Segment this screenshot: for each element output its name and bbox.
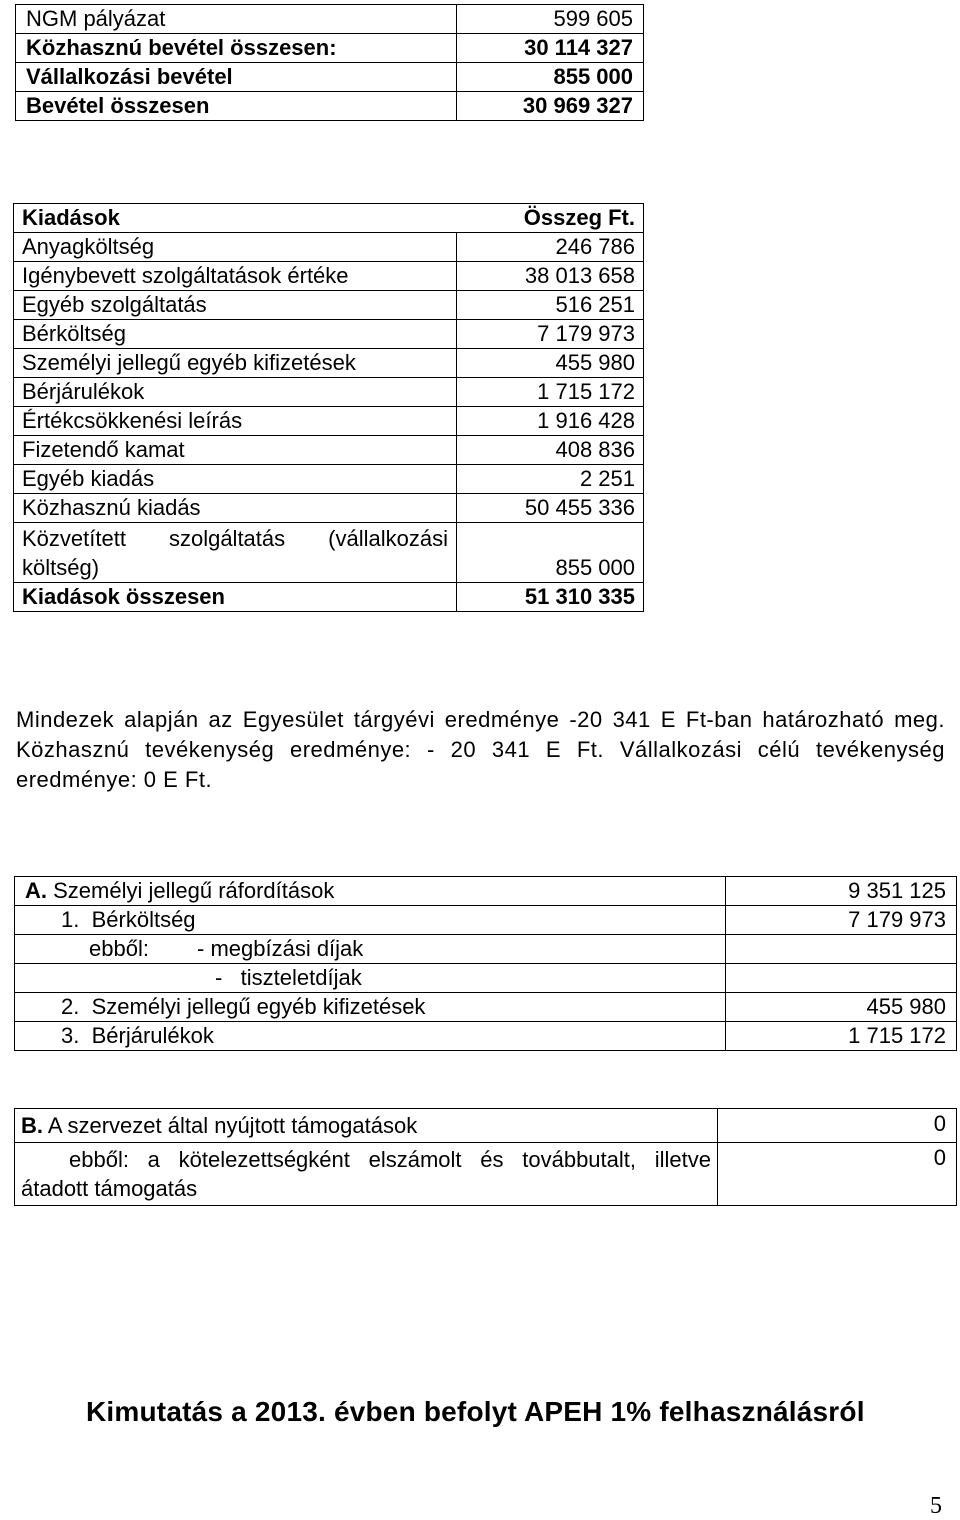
table-a-sub-label: [15, 935, 726, 964]
table-a-row-label: [15, 906, 726, 935]
expense-label: Személyi jellegű egyéb kifizetések: [14, 349, 457, 378]
table-row: [14, 494, 644, 523]
table-a-row-value: 1 715 172: [726, 1022, 957, 1051]
table-row: [14, 436, 644, 465]
expenses-header-value: Összeg Ft.: [457, 204, 644, 233]
expense-value: 855 000: [457, 523, 644, 583]
table-row: [15, 877, 957, 906]
income-value: 30 114 327: [457, 34, 644, 63]
table-row: [14, 378, 644, 407]
table-b-prefix: B.: [21, 1113, 43, 1138]
expense-label: Igénybevett szolgáltatások értéke: [14, 262, 457, 291]
expense-label: Egyéb szolgáltatás: [14, 291, 457, 320]
table-b-title-value: 0: [718, 1109, 957, 1143]
income-value: 30 969 327: [457, 92, 644, 121]
expenses-table: [13, 203, 644, 612]
income-table: [15, 4, 644, 121]
income-row: [16, 63, 644, 92]
supports-table: [14, 1108, 957, 1206]
expense-value: 1 916 428: [457, 407, 644, 436]
table-a-title-value: 9 351 125: [726, 877, 957, 906]
expense-label-line: költség): [22, 555, 100, 580]
expense-value: 1 715 172: [457, 378, 644, 407]
summary-paragraph: Mindezek alapján az Egyesület tárgyévi eredménye -20 341 E Ft-ban határozható meg. Közhasznú tevékenység eredménye: - 20 341 E Ft. Vállalkozási célú tevékenység eredménye: 0 E Ft.: [16, 707, 945, 792]
row-number: 3.: [61, 1023, 80, 1048]
table-b-title: [15, 1109, 718, 1143]
table-row: [15, 1143, 957, 1206]
row-label: Bérköltség: [91, 907, 196, 932]
table-a-sub-label: [15, 964, 726, 993]
table-row: [15, 906, 957, 935]
table-a-sub-value: [726, 964, 957, 993]
table-b-sub-value: 0: [718, 1143, 957, 1206]
income-row: [16, 92, 644, 121]
table-row: [15, 964, 957, 993]
income-value: 855 000: [457, 63, 644, 92]
personnel-costs-table: [14, 876, 957, 1051]
expenses-header-label: Kiadások: [14, 204, 457, 233]
section-heading: Kimutatás a 2013. évben befolyt APEH 1% felhasználásról: [86, 1396, 865, 1427]
table-a-row-value: 7 179 973: [726, 906, 957, 935]
expense-label: Közhasznú kiadás: [14, 494, 457, 523]
page-number: 5: [930, 1493, 942, 1519]
row-label: Személyi jellegű egyéb kifizetések: [91, 994, 426, 1019]
expense-label: Anyagköltség: [14, 233, 457, 262]
expense-value: 50 455 336: [457, 494, 644, 523]
income-label: Közhasznú bevétel összesen:: [16, 34, 457, 63]
table-a-row-label: [15, 1022, 726, 1051]
table-a-row-label: [15, 993, 726, 1022]
table-a-title: [15, 877, 726, 906]
table-a-sub-value: [726, 935, 957, 964]
income-row: [16, 5, 644, 34]
sub-label: - tiszteletdíjak: [215, 965, 362, 990]
expense-label-mediated: [14, 523, 457, 583]
sub-label: - megbízási díjak: [197, 936, 364, 961]
expense-label: Fizetendő kamat: [14, 436, 457, 465]
table-b-sub-line: átadott támogatás: [21, 1176, 198, 1201]
income-label: NGM pályázat: [16, 5, 457, 34]
sub-prefix: ebből:: [89, 936, 149, 961]
expense-value: 2 251: [457, 465, 644, 494]
income-label: Bevétel összesen: [16, 92, 457, 121]
expense-label: Bérköltség: [14, 320, 457, 349]
income-row: [16, 34, 644, 63]
table-row: [14, 233, 644, 262]
row-number: 2.: [61, 994, 80, 1019]
table-row: [14, 407, 644, 436]
table-row: [15, 1109, 957, 1143]
table-row: [14, 349, 644, 378]
expense-value: 38 013 658: [457, 262, 644, 291]
table-row: [14, 262, 644, 291]
expense-label: Értékcsökkenési leírás: [14, 407, 457, 436]
table-row: [14, 320, 644, 349]
expense-label-line: Közvetített szolgáltatás (vállalkozási: [22, 526, 448, 551]
expenses-header-row: [14, 204, 644, 233]
table-b-sub-line: ebből: a kötelezettségként elszámolt és továbbutalt, illetve: [69, 1147, 711, 1172]
expense-label: Bérjárulékok: [14, 378, 457, 407]
row-label: Bérjárulékok: [91, 1023, 214, 1048]
table-a-title-label: Személyi jellegű ráfordítások: [53, 878, 335, 903]
table-row: [14, 465, 644, 494]
table-a-prefix: A.: [25, 878, 47, 903]
expense-value: 246 786: [457, 233, 644, 262]
table-row: [14, 291, 644, 320]
income-value: 599 605: [457, 5, 644, 34]
expenses-total-value: 51 310 335: [457, 583, 644, 612]
income-label: Vállalkozási bevétel: [16, 63, 457, 92]
table-row: [14, 523, 644, 583]
expense-value: 7 179 973: [457, 320, 644, 349]
row-number: 1.: [61, 907, 80, 932]
expense-value: 408 836: [457, 436, 644, 465]
expense-value: 516 251: [457, 291, 644, 320]
table-b-sub-label: [15, 1143, 718, 1206]
expenses-total-row: [14, 583, 644, 612]
table-row: [15, 993, 957, 1022]
expenses-total-label: Kiadások összesen: [14, 583, 457, 612]
table-row: [15, 1022, 957, 1051]
expense-value: 455 980: [457, 349, 644, 378]
table-a-row-value: 455 980: [726, 993, 957, 1022]
table-row: [15, 935, 957, 964]
table-b-title-label: A szervezet által nyújtott támogatások: [47, 1113, 418, 1138]
expense-label: Egyéb kiadás: [14, 465, 457, 494]
